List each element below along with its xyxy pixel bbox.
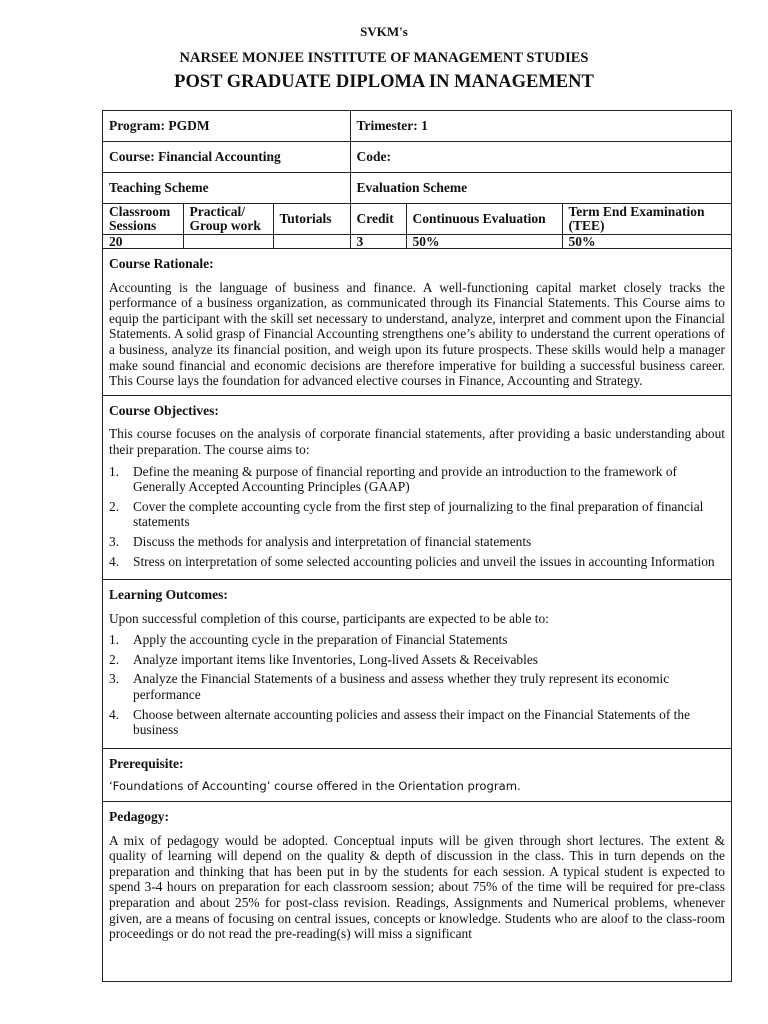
learning-outcomes-section [103, 580, 731, 749]
institute-name: NARSEE MONJEE INSTITUTE OF MANAGEMENT STUDIES [179, 50, 589, 66]
pedagogy-text: A mix of pedagogy would be adopted. Conceptual inputs will be given through short lectures. The extent & quality of learning will depend on the quality & depth of discussion in the class. This in turn depends on the preparation and thinking that has been put in by the students for each session. A typical student is expected to spend 3-4 hours on preparation for each classroom session; about 75% of the time will be required for pre-class preparation and about 25% for post-class revision. Readings, Assignments and Numerical problems, whenever given, are a means of focusing on central issues, concepts or knowledge. Students who are aloof to the class-room proceedings or do not read the pre-reading(s) will miss a significant [109, 832, 725, 942]
section-heading: Course Rationale: [109, 256, 214, 271]
item-text: Choose between alternate accounting policies and assess their impact on the Financial Statements of the business [133, 706, 691, 738]
col-tutorials: Tutorials [273, 204, 350, 235]
item-text: Analyze important items like Inventories, Long-lived Assets & Receivables [133, 651, 538, 667]
item-number: 1. [109, 463, 120, 479]
outcomes-intro: Upon successful completion of this course, participants are expected to be able to: [109, 610, 549, 626]
rationale-text: Accounting is the language of business and finance. A well-functioning capital market closely tracks the performance of a business organization, as communicated through its Financial Statements. This Course aims to equip the participant with the skill set necessary to understand, analyze, interpret and comment upon the Financial Statements. A solid grasp of Financial Accounting strengthens one’s ability to understand the current operations of a business, analyze its financial position, and weigh upon its future prospects. These skills would help a manager make sound financial and economic decisions are therefore imperative for building a successful business career. This Course lays the foundation for advanced elective courses in Finance, Accounting and Strategy. [109, 279, 725, 389]
objectives-intro: This course focuses on the analysis of corporate financial statements, after providing a basic understanding about their preparation. The course aims to: [109, 426, 725, 457]
item-number: 3. [109, 671, 120, 687]
objectives-list [109, 464, 725, 570]
col-tee: Term End Examination (TEE) [562, 204, 731, 235]
course-rationale-section [103, 249, 731, 396]
val-continuous-evaluation: 50% [406, 235, 562, 249]
code-cell: Code: [350, 142, 731, 173]
item-number: 3. [109, 533, 120, 549]
course-meta-table [103, 111, 731, 249]
val-credit: 3 [350, 235, 406, 249]
course-outline-box [102, 110, 732, 982]
section-heading: Prerequisite: [109, 755, 184, 771]
col-classroom-sessions: Classroom Sessions [103, 204, 183, 235]
item-text: Define the meaning & purpose of financial reporting and provide an introduction to the framework of Generally Accepted Accounting Principles (GAAP) [133, 463, 678, 495]
col-continuous-evaluation: Continuous Evaluation [406, 204, 562, 235]
list-item [109, 671, 725, 702]
list-item [109, 464, 725, 495]
item-number: 4. [109, 706, 120, 722]
section-heading: Learning Outcomes: [109, 587, 228, 603]
item-number: 4. [109, 553, 120, 569]
item-text: Cover the complete accounting cycle from the first step of journalizing to the final preparation of financial statements [133, 498, 704, 530]
list-item [109, 554, 725, 570]
course-cell: Course: Financial Accounting [103, 142, 350, 173]
trimester-cell: Trimester: 1 [350, 111, 731, 142]
evaluation-scheme-cell: Evaluation Scheme [350, 173, 731, 204]
item-text: Analyze the Financial Statements of a business and assess whether they truly represent its economic performance [133, 671, 670, 703]
teaching-scheme-cell: Teaching Scheme [103, 173, 350, 204]
org-name: SVKM's [360, 24, 408, 39]
item-number: 1. [109, 632, 120, 648]
program-cell: Program: PGDM [103, 111, 350, 142]
val-tutorials [273, 235, 350, 249]
item-number: 2. [109, 651, 120, 667]
program-title: POST GRADUATE DIPLOMA IN MANAGEMENT [174, 72, 594, 92]
item-text: Apply the accounting cycle in the preparation of Financial Statements [133, 632, 508, 648]
list-item [109, 499, 725, 530]
val-tee: 50% [562, 235, 731, 249]
course-objectives-section [103, 396, 731, 580]
list-item [109, 632, 725, 648]
item-text: Discuss the methods for analysis and interpretation of financial statements [133, 533, 532, 549]
val-practical [183, 235, 273, 249]
item-number: 2. [109, 498, 120, 514]
prerequisite-section [103, 749, 731, 802]
section-heading: Pedagogy: [109, 809, 169, 825]
col-practical: Practical/ Group work [183, 204, 273, 235]
list-item [109, 707, 725, 738]
section-heading: Course Objectives: [109, 402, 219, 418]
item-text: Stress on interpretation of some selected accounting policies and unveil the issues in accounting Information [133, 553, 715, 569]
col-credit: Credit [350, 204, 406, 235]
prerequisite-text: ‘Foundations of Accounting’ course offered in the Orientation program. [109, 779, 521, 794]
pedagogy-section [103, 802, 731, 954]
val-classroom-sessions: 20 [103, 235, 183, 249]
list-item [109, 652, 725, 668]
outcomes-list [109, 632, 725, 738]
list-item [109, 534, 725, 550]
